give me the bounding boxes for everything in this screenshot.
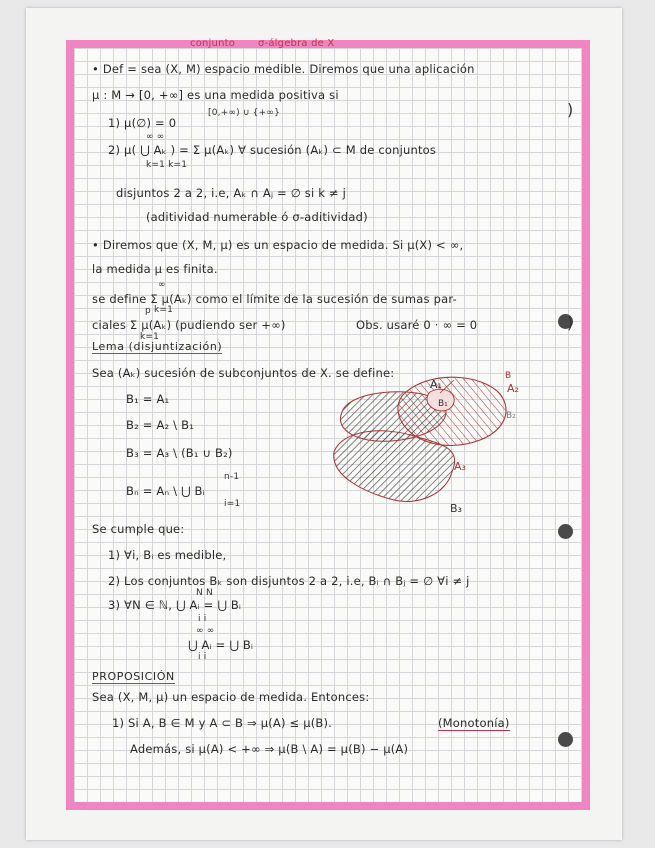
label-b2: B₂ [506, 411, 516, 421]
lemma-title: Lema (disjuntización) [92, 340, 223, 353]
lemma-property-3b: ⋃ Aᵢ = ⋃ Bᵢ [188, 638, 254, 652]
label-a2: A₂ [507, 382, 519, 395]
label-b3: B₃ [450, 502, 462, 515]
finite-observation: Obs. usaré 0 · ∞ = 0 [356, 318, 478, 332]
lemma-property-3-top: N N [196, 588, 213, 598]
definition-axiom-2-infinity: ∞ ∞ [146, 132, 165, 142]
lemma-bn: Bₙ = Aₙ \ ⋃ Bᵢ [126, 484, 205, 498]
definition-line-2: μ : M → [0, +∞] es una medida positiva si [92, 88, 339, 102]
finite-line-4: ciales Σ μ(Aₖ) (pudiendo ser +∞) [92, 318, 286, 332]
definition-axiom-1: 1) μ(∅) = 0 [108, 116, 177, 130]
lemma-property-2: 2) Los conjuntos Bₖ son disjuntos 2 a 2, i.e, Bᵢ ∩ Bⱼ = ∅ ∀i ≠ j [108, 574, 470, 588]
finite-line-3: se define Σ μ(Aₖ) como el límite de la sucesión de sumas par- [92, 292, 457, 306]
lemma-fulfil: Se cumple que: [92, 522, 185, 536]
lemma-property-3-bottom: i i [198, 614, 207, 624]
finite-line-2: la medida μ es finita. [92, 262, 218, 276]
lemma-b3: B₃ = A₃ \ (B₁ ∪ B₂) [126, 446, 233, 460]
finite-line-1: • Diremos que (X, M, μ) es un espacio de medida. Si μ(X) < ∞, [92, 238, 464, 252]
lemma-bn-bottom: i=1 [224, 499, 241, 509]
finite-partial-top: p [145, 306, 151, 316]
finite-partial-bottom: k=1 [140, 332, 160, 342]
label-a1: A₁ [430, 378, 442, 391]
disjuntization-figure [322, 360, 522, 520]
binder-hole-middle [558, 524, 573, 539]
lemma-intro: Sea (Aₖ) sucesión de subconjuntos de X. se define: [92, 366, 395, 380]
definition-axiom-2-limits: k=1 k=1 [146, 160, 188, 170]
lemma-b2: B₂ = A₂ \ B₁ [126, 418, 195, 432]
definition-line-1: • Def = sea (X, M) espacio medible. Diremos que una aplicación [92, 62, 475, 76]
label-b1: B₁ [438, 399, 448, 409]
lemma-bn-top: n-1 [224, 472, 240, 482]
edge-paren-mark: ) [567, 100, 574, 119]
proposition-intro: Sea (X, M, μ) un espacio de medida. Entonces: [92, 690, 370, 704]
label-b-top: B [505, 371, 512, 381]
definition-axiom-2: 2) μ( ⋃ Aₖ ) = Σ μ(Aₖ) ∀ sucesión (Aₖ) ⊂ M de conjuntos [108, 143, 437, 157]
proposition-title: PROPOSICIÓN [92, 670, 175, 683]
definition-disjoint-line: disjuntos 2 a 2, i.e, Aₖ ∩ Aⱼ = ∅ si k ≠ j [116, 186, 347, 200]
edge-paren-mark-2: ) [567, 313, 574, 332]
definition-additivity-note: (aditividad numerable ó σ-aditividad) [146, 210, 368, 224]
header-annotation-conjunto: conjunto [190, 38, 236, 49]
finite-sum-top: ∞ [158, 280, 166, 290]
lemma-property-3b-bottom: i i [198, 652, 207, 662]
binder-hole-bottom [558, 732, 573, 747]
proposition-point-1: 1) Si A, B ∈ M y A ⊂ B ⇒ μ(A) ≤ μ(B). [112, 716, 333, 730]
label-a3: A₃ [454, 460, 466, 473]
lemma-property-1: 1) ∀i, Bᵢ es medible, [108, 548, 227, 562]
header-annotation-sigma-algebra: σ-álgebra de X [258, 38, 335, 49]
lemma-b1: B₁ = A₁ [126, 392, 170, 406]
finite-sum-bottom: k=1 [154, 305, 174, 315]
proposition-point-1-addendum: Además, si μ(A) < +∞ ⇒ μ(B \ A) = μ(B) − μ(A) [130, 742, 409, 756]
proposition-monotonia-label: (Monotonía) [438, 716, 510, 730]
lemma-property-3: 3) ∀N ∈ ℕ, ⋃ Aᵢ = ⋃ Bᵢ [108, 598, 242, 612]
definition-note-interval: [0,+∞) ∪ {+∞} [208, 108, 281, 118]
lemma-property-3b-top: ∞ ∞ [196, 626, 215, 636]
